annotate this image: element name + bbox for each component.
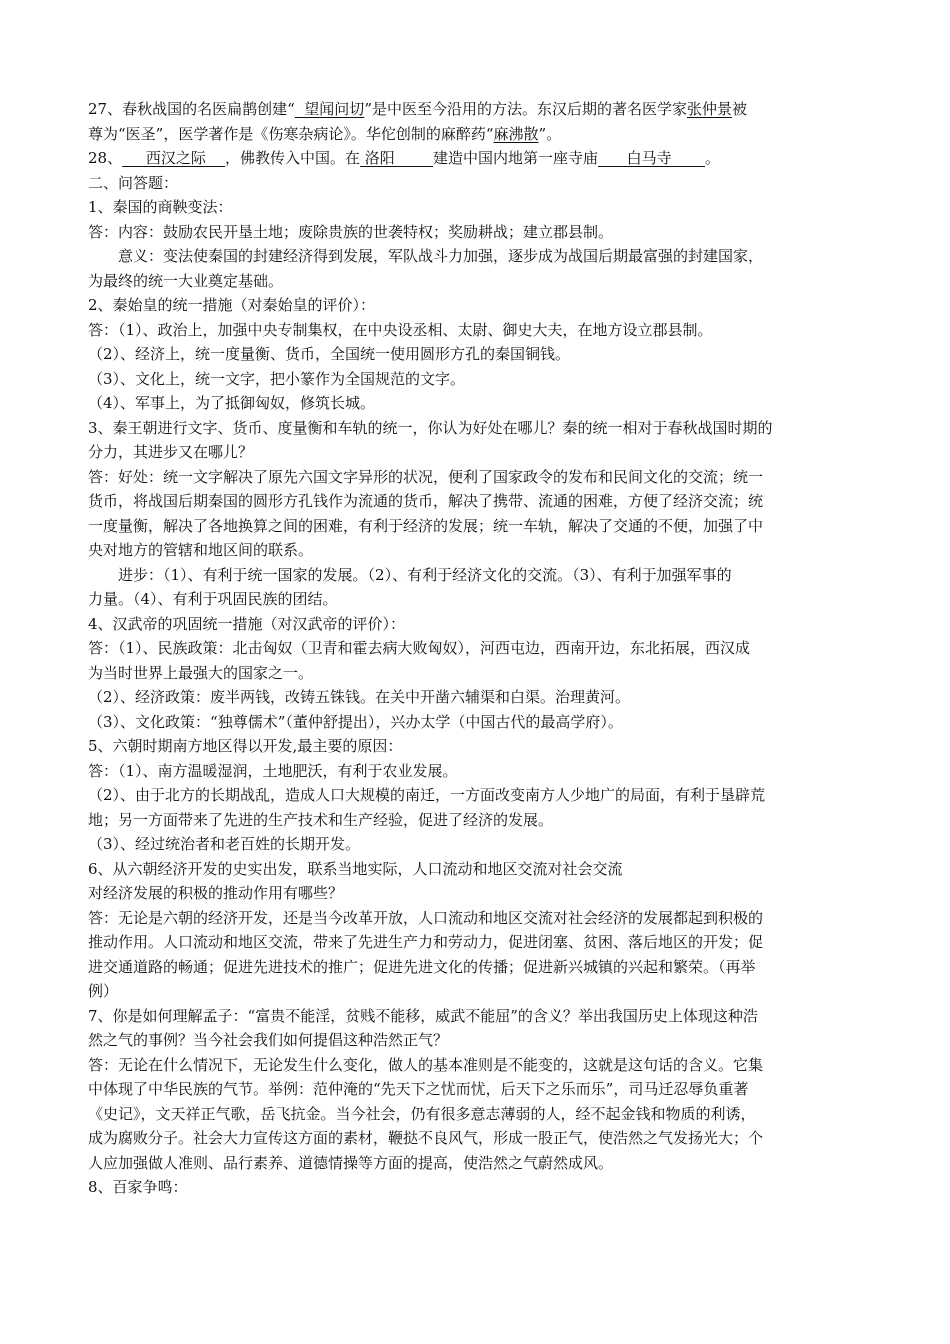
text-line: 成为腐败分子。社会大力宣传这方面的素材，鞭挞不良风气，形成一股正气，使浩然之气发扬光大；个 [88, 1129, 764, 1147]
text-line: 答：（1）、南方温暖湿润，土地肥沃，有利于农业发展。 [88, 761, 458, 780]
text-line: 8、百家争鸣： [88, 1178, 188, 1196]
question-27-line-2 [88, 122, 863, 147]
q28-text-d: 。 [704, 149, 720, 167]
text-line: 人应加强做人准则、品行素养、道德情操等方面的提高，使浩然之气蔚然成风。 [88, 1153, 614, 1172]
text-line: 答：无论在什么情况下，无论发生什么变化，做人的基本准则是不能变的，这就是这句话的含义。它集 [88, 1055, 764, 1074]
text-line: （2）、经济政策：废半两钱，改铸五铢钱。在关中开凿六辅渠和白渠。治理黄河。 [88, 688, 631, 706]
text-line: 3、秦王朝进行文字、货币、度量衡和车轨的统一，你认为好处在哪儿？秦的统一相对于春秋战国时期的 [88, 418, 773, 437]
text-line: （4）、军事上，为了抵御匈奴，修筑长城。 [88, 394, 376, 412]
document-page [88, 97, 863, 1200]
q28-text-a: 28、 [88, 149, 123, 167]
text-line: 4、汉武帝的巩固统一措施（对汉武帝的评价）： [88, 614, 406, 633]
text-line: （2）、经济上，统一度量衡、货币，全国统一使用圆形方孔的秦国铜钱。 [88, 345, 571, 363]
text-line: 地；另一方面带来了先进的生产技术和生产经验，促进了经济的发展。 [88, 810, 554, 829]
text-line: 答：（1）、政治上，加强中央专制集权，在中央设丞相、太尉、御史大夫，在地方设立郡县制。 [88, 320, 713, 339]
text-line: 1、秦国的商鞅变法： [88, 198, 233, 216]
text-line: 6、从六朝经济开发的史实出发，联系当地实际，人口流动和地区交流对社会交流 [88, 859, 623, 878]
q27-text-d: 尊为“医圣”，医学著作是《伤寒杂病论》。华佗创制的麻醉药“ [88, 124, 494, 143]
q28-blank-answer-3: 白马寺 [597, 149, 705, 167]
text-line: 进步：（1）、有利于统一国家的发展。（2）、有利于经济文化的交流。（3）、有利于加强军事的 [118, 565, 732, 584]
question-28-line [88, 146, 863, 171]
q27-text-e: ”。 [538, 124, 562, 143]
text-line: 《史记》，文天祥正气歌，岳飞抗金。当今社会，仍有很多意志薄弱的人，经不起金钱和物质的利诱， [88, 1104, 756, 1123]
q27-text-c: 被 [732, 100, 748, 118]
q28-text-b: ，佛教传入中国。在 [225, 149, 361, 167]
qa-body [88, 195, 863, 1200]
q27-blank-answer-2: 张仲景 [686, 100, 732, 118]
text-line: 答：（1）、民族政策：北击匈奴（卫青和霍去病大败匈奴），河西屯边，西南开边，东北拓展，西汉成 [88, 639, 751, 657]
text-line: 2、秦始皇的统一措施（对秦始皇的评价）： [88, 296, 376, 314]
question-27-line-1 [88, 97, 863, 122]
q27-text-b: ”是中医至今沿用的方法。东汉后期的著名医学家 [364, 100, 687, 118]
text-line: 对经济发展的积极的推动作用有哪些？ [88, 884, 344, 902]
text-line: 中体现了中华民族的气节。举例：范仲淹的“先天下之忧而忧，后天下之乐而乐”，司马迁忍辱负重著 [88, 1080, 749, 1098]
text-line: 意义：变法使秦国的封建经济得到发展，军队战斗力加强，逐步成为战国后期最富强的封建国家， [118, 247, 764, 265]
q27-text-a: 27、春秋战国的名医扁鹊创建“ [88, 100, 295, 118]
q27-blank-answer-3: 麻沸散 [493, 124, 539, 143]
text-line: 答：好处：统一文字解决了原先六国文字异形的状况，便利了国家政令的发布和民间文化的交流；统一 [88, 467, 764, 486]
text-line: 7、你是如何理解孟子：“富贵不能淫，贫贱不能移，威武不能屈”的含义？举出我国历史上体现这种浩 [88, 1006, 758, 1025]
text-line: 答：无论是六朝的经济开发，还是当今改革开放，人口流动和地区交流对社会经济的发展都起到积极的 [88, 908, 764, 927]
text-line: （3）、文化政策：“独尊儒术”（董仲舒提出），兴办太学（中国古代的最高学府）。 [88, 712, 623, 731]
text-line: 答：内容：鼓励农民开垦土地；废除贵族的世袭特权；奖励耕战；建立郡县制。 [88, 222, 614, 241]
text-line: 进交通道路的畅通；促进先进技术的推广；促进先进文化的传播；促进新兴城镇的兴起和繁荣。（再举 [88, 957, 756, 976]
q28-blank-answer-2: 洛阳 [360, 149, 433, 167]
text-line: 然之气的事例？当今社会我们如何提倡这种浩然正气？ [88, 1031, 449, 1049]
text-line: 央对地方的管辖和地区间的联系。 [88, 541, 314, 559]
text-line: 力量。（4）、有利于巩固民族的团结。 [88, 590, 338, 608]
text-line: 推动作用。人口流动和地区交流，带来了先进生产力和劳动力，促进闭塞、贫困、落后地区的开发；促 [88, 933, 764, 951]
q27-blank-answer-1: 望闻问切 [294, 100, 365, 118]
q28-text-c: 建造中国内地第一座寺庙 [432, 149, 598, 167]
section-heading: 二、问答题： [88, 173, 179, 192]
text-line: 5、六朝时期南方地区得以开发,最主要的原因： [88, 737, 403, 755]
text-line: 为当时世界上最强大的国家之一。 [88, 663, 314, 682]
text-line: （3）、文化上，统一文字，把小篆作为全国规范的文字。 [88, 369, 466, 388]
text-line: 分力，其进步又在哪儿？ [88, 443, 254, 461]
text-line: （3）、经过统治者和老百姓的长期开发。 [88, 835, 361, 853]
text-line: （2）、由于北方的长期战乱，造成人口大规模的南迁，一方面改变南方人少地广的局面，有利于垦辟荒 [88, 786, 766, 804]
q28-blank-answer-1: 西汉之际 [122, 149, 226, 167]
text-line: 例） [88, 982, 119, 1000]
text-line: 货币，将战国后期秦国的圆形方孔钱作为流通的货币，解决了携带、流通的困难，方便了经济交流；统 [88, 492, 764, 510]
text-line: 一度量衡，解决了各地换算之间的困难，有利于经济的发展；统一车轨，解决了交通的不便，加强了中 [88, 516, 764, 535]
text-line: 为最终的统一大业奠定基础。 [88, 271, 284, 290]
